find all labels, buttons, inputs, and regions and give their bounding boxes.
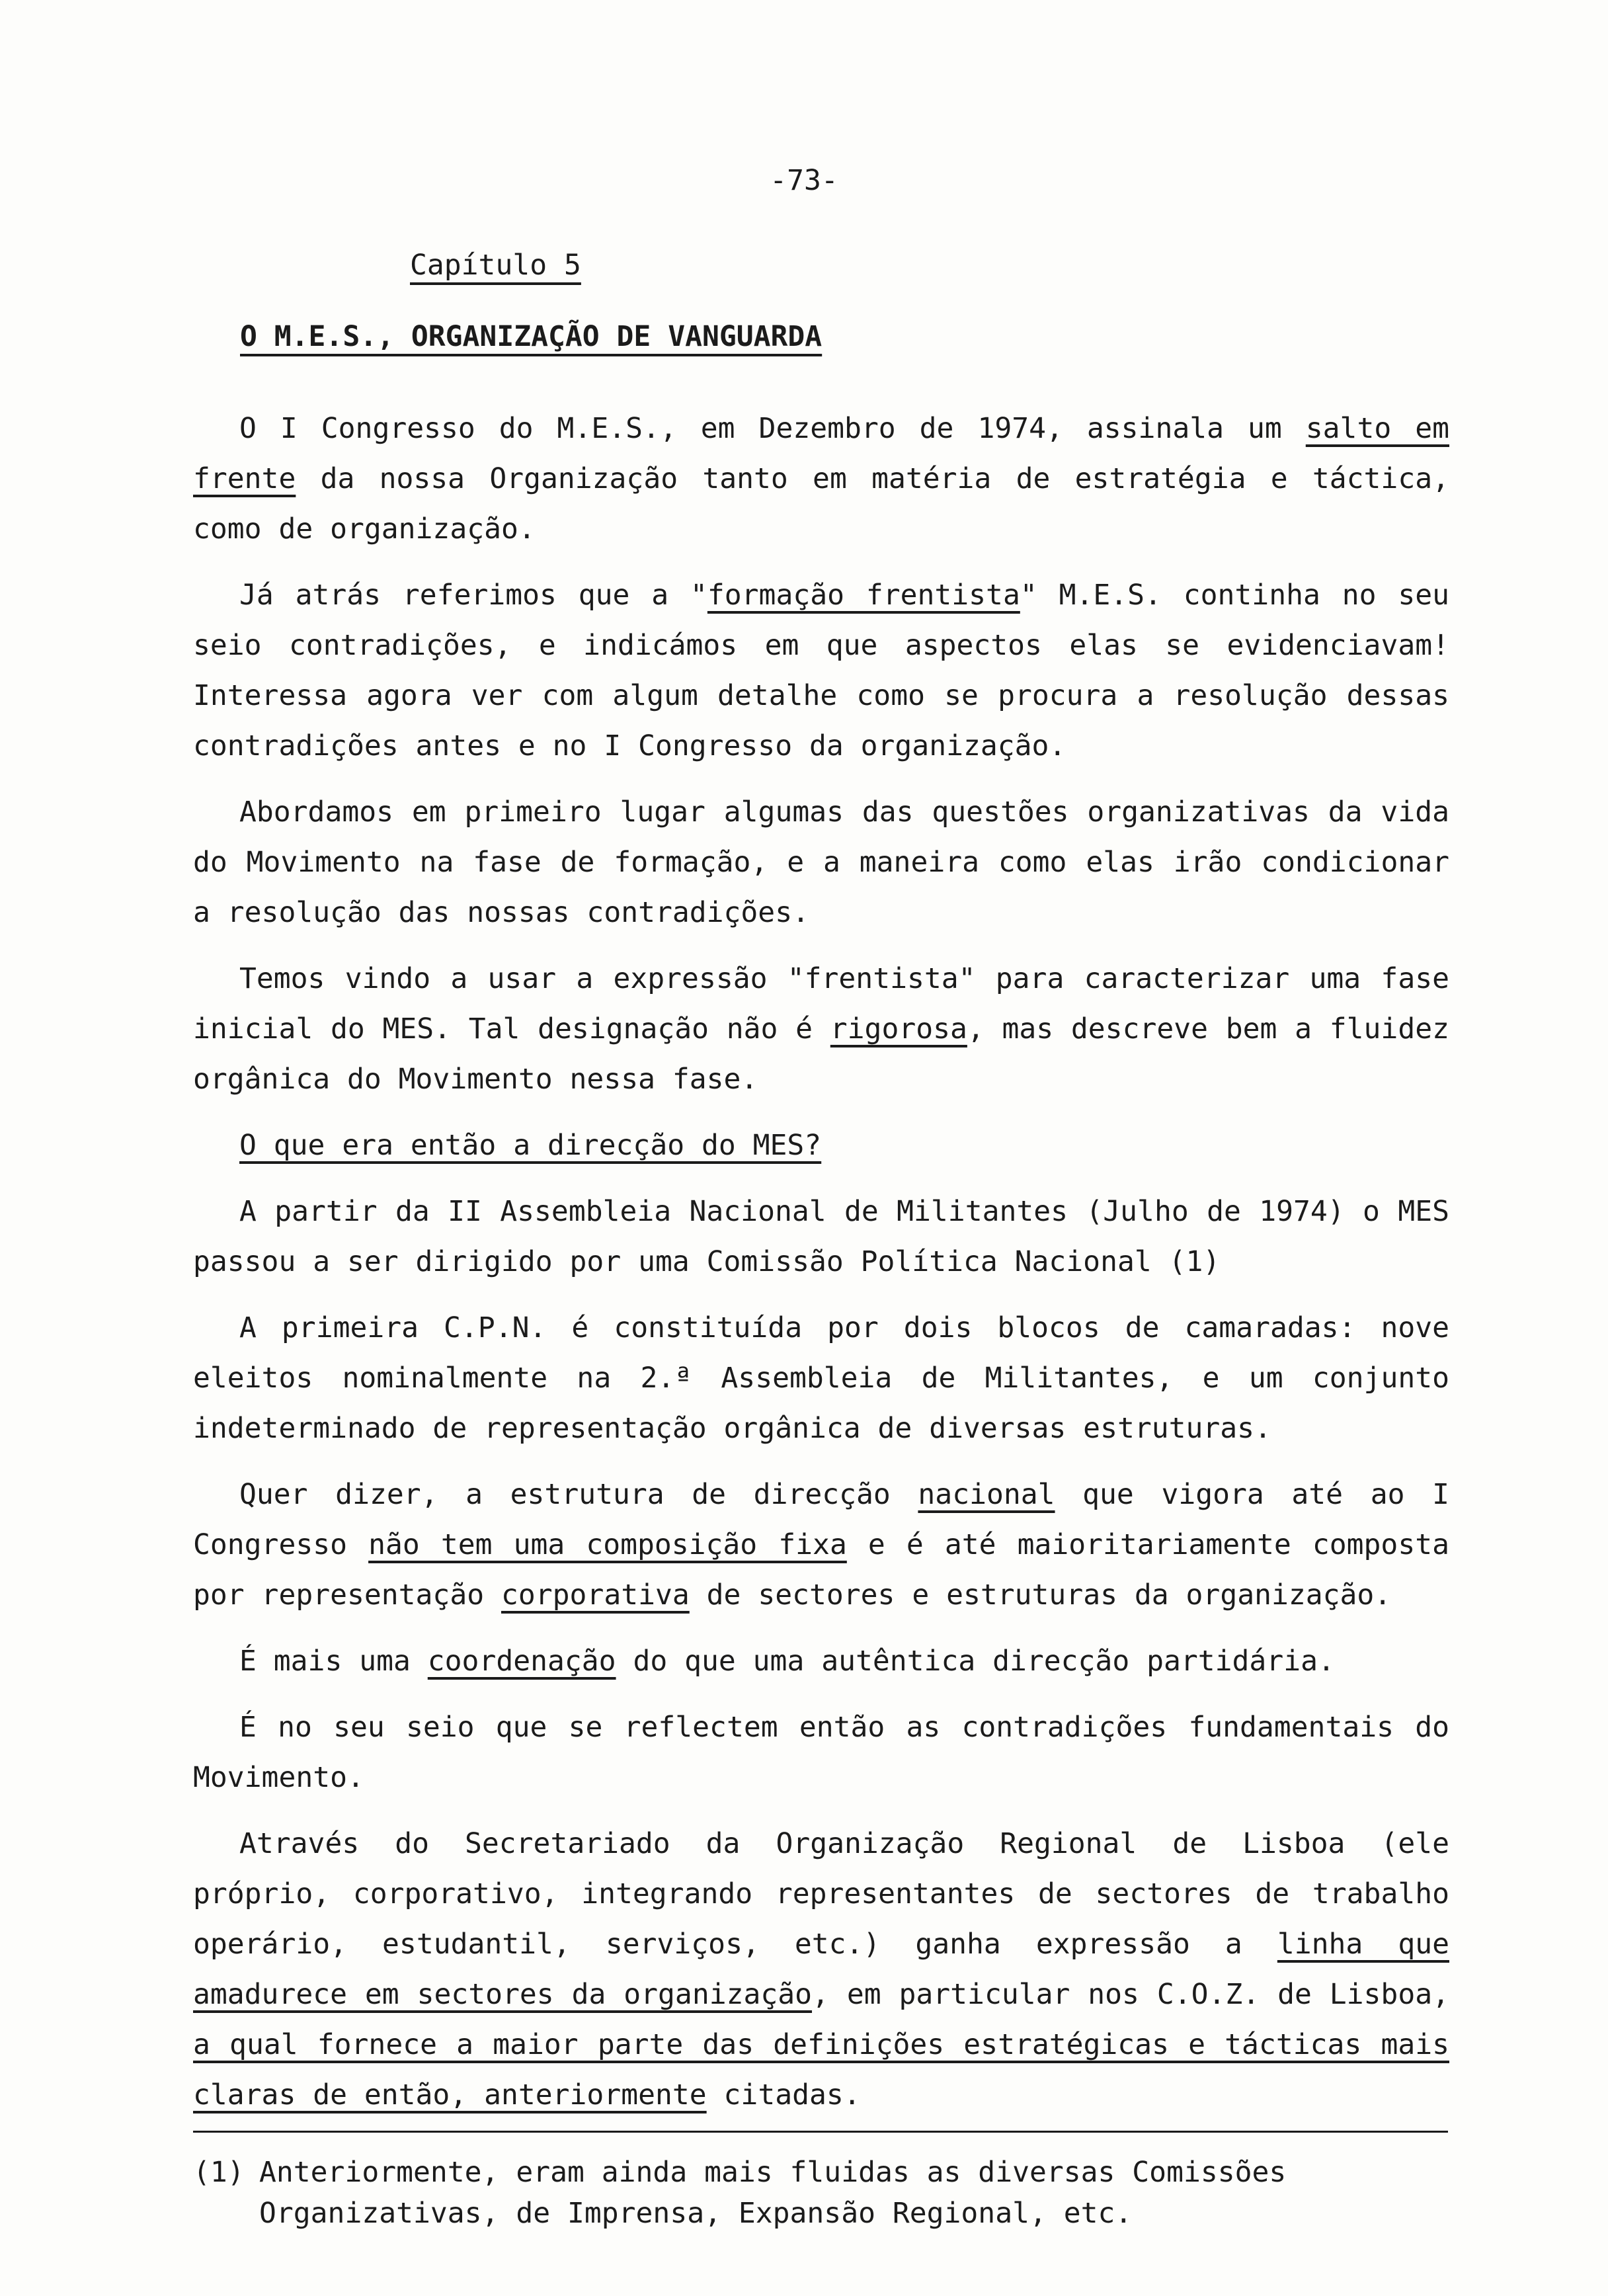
underlined-phrase: formação frentista xyxy=(707,579,1020,612)
paragraph-8 xyxy=(193,1469,1449,1620)
text-run: da nossa Organização tanto em matéria de estratégia e táctica, como de organização. xyxy=(193,462,1449,546)
underlined-phrase: nacional xyxy=(918,1478,1055,1511)
paragraph-9 xyxy=(193,1636,1449,1686)
underlined-phrase: corporativa xyxy=(501,1578,690,1612)
text-run: Temos vindo a usar a expressão "frentista" para caracterizar uma fase inicial do MES. Tal designação não é xyxy=(193,962,1449,1046)
footnote xyxy=(193,2152,1449,2234)
page-number: -73- xyxy=(770,164,838,197)
text-run: citadas. xyxy=(706,2078,861,2112)
text-run: Através do Secretariado da Organização Regional de Lisboa (ele próprio, corporativo, integrando representantes de sectores de trabalho operário, estudantil, serviços, etc.) ganha expressão a xyxy=(193,1827,1449,1961)
text-run: Quer dizer, a estrutura de direcção xyxy=(239,1478,918,1511)
footnote-text: Anteriormente, eram ainda mais fluidas as diversas Comissões Organizativas, de Imprensa, Expansão Regional, etc. xyxy=(259,2156,1287,2230)
chapter-title: O M.E.S., ORGANIZAÇÃO DE VANGUARDA xyxy=(240,320,823,353)
text-run: A primeira C.P.N. é constituída por dois blocos de camaradas: nove eleitos nominalmente na 2.ª Assembleia de Militantes, e um conjunto indeterminado de representação orgânica de diversas estruturas. xyxy=(193,1311,1449,1445)
text-run: É no seu seio que se reflectem então as contradições fundamentais do Movimento. xyxy=(193,1711,1449,1794)
paragraph-10 xyxy=(193,1702,1449,1803)
paragraph-2 xyxy=(193,570,1449,771)
paragraph-7 xyxy=(193,1303,1449,1454)
text-run: que vigora até ao I Congresso xyxy=(193,1478,1449,1561)
underlined-phrase: salto em frente xyxy=(193,412,1450,495)
text-run: A partir da II Assembleia Nacional de Militantes (Julho de 1974) o MES passou a ser dirigido por uma Comissão Política Nacional (1) xyxy=(193,1195,1449,1278)
paragraph-4 xyxy=(193,954,1449,1104)
text-run: Abordamos em primeiro lugar algumas das questões organizativas da vida do Movimento na fase de formação, e a maneira como elas irão condicionar a resolução das nossas contradições. xyxy=(193,796,1449,929)
paragraph-6 xyxy=(193,1186,1449,1287)
text-run: , mas descreve bem a fluidez orgânica do Movimento nessa fase. xyxy=(193,1012,1449,1096)
text-run: O I Congresso do M.E.S., em Dezembro de 1974, assinala um xyxy=(239,412,1306,445)
footnote-divider xyxy=(193,2131,1448,2133)
underlined-phrase: coordenação xyxy=(427,1645,616,1678)
paragraph-3 xyxy=(193,787,1449,938)
footnote-marker: (1) xyxy=(193,2156,245,2189)
text-run: Já atrás referimos que a " xyxy=(239,579,707,612)
underlined-phrase: linha que amadurece em sectores da organização xyxy=(193,1928,1449,2011)
text-run: É mais uma xyxy=(239,1645,428,1678)
text-run: , em particular nos C.O.Z. de Lisboa, xyxy=(812,1978,1449,2011)
body-text xyxy=(193,403,1449,2136)
underlined-phrase: a qual fornece a maior parte das definições estratégicas e tácticas mais claras de então, anteriormente xyxy=(193,2028,1449,2112)
paragraph-1 xyxy=(193,403,1449,554)
section-question xyxy=(193,1120,1449,1170)
underlined-phrase: não tem uma composição fixa xyxy=(368,1528,847,1561)
chapter-label: Capítulo 5 xyxy=(410,249,581,282)
text-run: de sectores e estruturas da organização. xyxy=(689,1578,1392,1612)
text-run: do que uma autêntica direcção partidária. xyxy=(616,1645,1335,1678)
paragraph-11 xyxy=(193,1819,1449,2120)
underlined-phrase: O que era então a direcção do MES? xyxy=(239,1129,822,1162)
text-run: e é até maioritariamente composta por representação xyxy=(193,1528,1449,1612)
underlined-phrase: rigorosa xyxy=(830,1012,967,1046)
text-run: " M.E.S. continha no seu seio contradições, e indicámos em que aspectos elas se evidenciavam! Interessa agora ver com algum detalhe como se procura a resolução dessas contradições antes e no I Congresso da organização. xyxy=(193,579,1449,762)
